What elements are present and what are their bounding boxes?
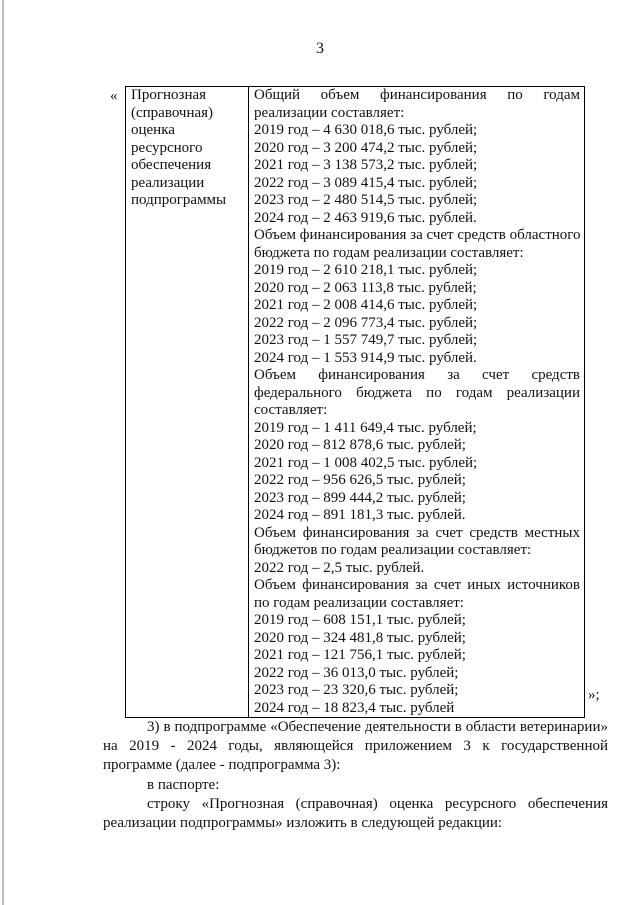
financing-line: федерального бюджета по годам реализации <box>254 384 580 401</box>
financing-line: бюджетов по годам реализации составляет: <box>254 542 532 558</box>
financing-line: Объем финансирования за счет иных источников <box>254 577 580 593</box>
financing-line: реализации составляет: <box>254 104 405 121</box>
financing-line: по годам реализации составляет: <box>254 594 464 611</box>
financing-line: 2020 год – 2 063 113,8 тыс. рублей; <box>254 279 477 296</box>
financing-line: 2020 год – 324 481,8 тыс. рублей; <box>254 629 466 646</box>
label-line: реализации <box>131 174 205 191</box>
financing-line: 2019 год – 4 630 018,6 тыс. рублей; <box>254 122 478 138</box>
label-line: Прогнозная <box>131 87 207 103</box>
financing-line: 2021 год – 1 008 402,5 тыс. рублей; <box>254 454 478 471</box>
row-value-cell <box>249 87 585 718</box>
label-line: подпрограммы <box>131 192 227 208</box>
financing-line: Объем финансирования за счет средств местных <box>254 524 580 541</box>
financing-line: 2021 год – 121 756,1 тыс. рублей; <box>254 647 466 663</box>
row-label-cell <box>126 87 249 718</box>
label-line: (справочная) <box>131 104 214 121</box>
paragraph-line: на 2019 - 2024 годы, являющейся приложением 3 к государственной <box>103 738 608 754</box>
financing-line: 2023 год – 2 480 514,5 тыс. рублей; <box>254 192 478 208</box>
financing-line: 2019 год – 2 610 218,1 тыс. рублей; <box>254 262 478 278</box>
label-line: ресурсного <box>131 139 203 156</box>
paragraph-line: программе (далее - подпрограмма 3): <box>103 757 341 773</box>
financing-line: 2024 год – 2 463 919,6 тыс. рублей. <box>254 209 477 226</box>
financing-line: Объем финансирования за счет средств <box>254 367 580 383</box>
financing-line: 2021 год – 2 008 414,6 тыс. рублей; <box>254 297 478 313</box>
opening-quote: « <box>110 88 118 104</box>
financing-line: 2019 год – 608 151,1 тыс. рублей; <box>254 612 466 628</box>
paragraph-line: 3) в подпрограмме «Обеспечение деятельности в области ветеринарии» <box>147 719 608 735</box>
financing-line: 2022 год – 2,5 тыс. рублей. <box>254 559 425 576</box>
table-row <box>126 87 585 718</box>
financing-line: Общий объем финансирования по годам <box>254 87 580 103</box>
paragraph-line: строку «Прогнозная (справочная) оценка ресурсного обеспечения <box>147 796 608 812</box>
financing-line: 2020 год – 812 878,6 тыс. рублей; <box>254 437 466 453</box>
financing-line: 2024 год – 891 181,3 тыс. рублей. <box>254 507 466 523</box>
paragraph-subprogram-3 <box>103 718 608 775</box>
financing-line: 2019 год – 1 411 649,4 тыс. рублей; <box>254 419 477 436</box>
label-line: обеспечения <box>131 157 212 173</box>
financing-line: составляет: <box>254 402 328 418</box>
page-edge <box>2 0 4 905</box>
paragraph-passport: в паспорте: <box>147 777 220 793</box>
financing-line: Объем финансирования за счет средств областного <box>254 227 581 243</box>
financing-line: 2021 год – 3 138 573,2 тыс. рублей; <box>254 157 478 173</box>
paragraph-edit-row <box>103 795 608 833</box>
financing-line: 2022 год – 2 096 773,4 тыс. рублей; <box>254 314 478 331</box>
financing-line: 2023 год – 899 444,2 тыс. рублей; <box>254 489 466 506</box>
financing-line: 2024 год – 18 823,4 тыс. рублей <box>254 699 455 716</box>
page-number: 3 <box>316 40 324 57</box>
paragraph-line: реализации подпрограммы» изложить в следующей редакции: <box>103 815 503 831</box>
financing-line: бюджета по годам реализации составляет: <box>254 244 524 261</box>
closing-quote: »; <box>588 687 600 703</box>
financing-line: 2020 год – 3 200 474,2 тыс. рублей; <box>254 139 478 156</box>
financing-line: 2023 год – 23 320,6 тыс. рублей; <box>254 682 459 698</box>
financing-line: 2022 год – 36 013,0 тыс. рублей; <box>254 664 459 681</box>
label-line: оценка <box>131 122 175 138</box>
financing-line: 2022 год – 956 626,5 тыс. рублей; <box>254 472 466 488</box>
financing-line: 2022 год – 3 089 415,4 тыс. рублей; <box>254 174 478 191</box>
financing-line: 2023 год – 1 557 749,7 тыс. рублей; <box>254 332 478 348</box>
passport-table <box>125 86 585 718</box>
financing-line: 2024 год – 1 553 914,9 тыс. рублей. <box>254 349 477 366</box>
